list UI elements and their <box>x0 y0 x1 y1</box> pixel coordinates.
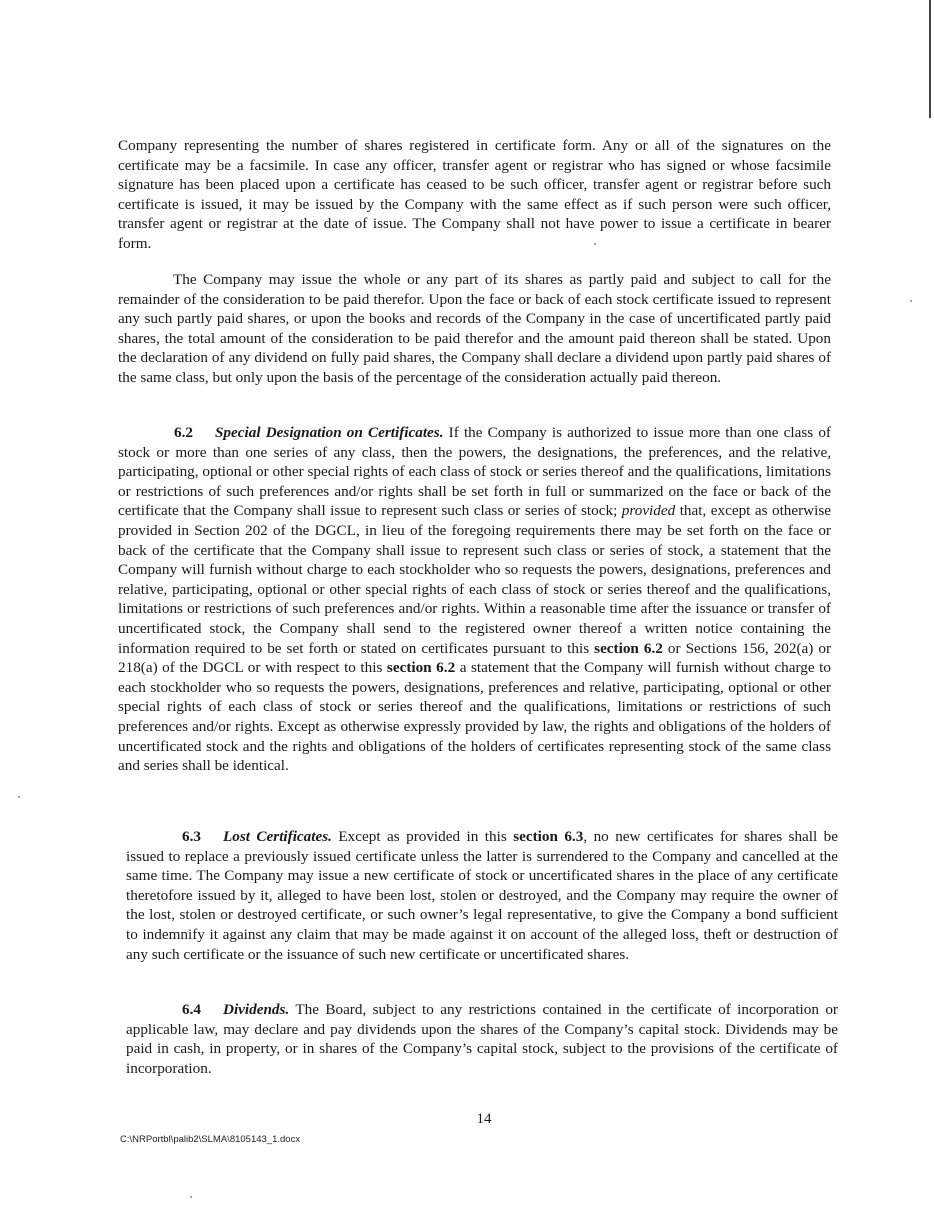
section-title: Lost Certificates. <box>222 828 332 845</box>
section-text: that, except as otherwise provided in Section 202 of the DGCL, in lieu of the foregoing requirements there may be set forth on the face or back of the certificate that the Company shall issue to represent such class or series of stock, a statement that the Company will furnish without charge to each stockholder who so requests the powers, designations, preferences and relative, participating, optional or other special rights of each class of stock or series thereof and the qualifications, limitations or restrictions of such preferences and/or rights. Within a reasonable time after the issuance or transfer of uncertificated stock, the Company shall send to the registered owner thereof a written notice containing the information required to be set forth or stated on certificates pursuant to this <box>118 502 832 657</box>
section-number: 6.3 <box>182 828 201 845</box>
section-6-2 <box>118 423 831 776</box>
section-text: , no new certificates for shares shall be issued to replace a previously issued certificate unless the latter is surrendered to the Company and cancelled at the same time. The Company may issue a new certificate of stock or uncertificated shares in the place of any certificate theretofore issued by it, alleged to have been lost, stolen or destroyed, and the Company may require the owner of the lost, stolen or destroyed certificate, or such owner’s legal representative, to give the Company a bond sufficient to indemnify it against any claim that may be made against it on account of the alleged loss, theft or destruction of any such certificate or the issuance of such new certificate or uncertificated shares. <box>126 828 839 963</box>
section-text: If the Company is authorized to issue more than one class of stock or more than one series of any class, then the powers, the designations, the preferences, and the relative, participating, optional or other special rights of each class of stock or series thereof and the qualifications, limitations or restrictions of such preferences and/or rights shall be set forth in full or summarized on the face or back of the certificate that the Company shall issue to represent such class or series of stock; <box>118 424 831 520</box>
provided-term: provided <box>621 502 676 520</box>
footer-file-path: C:\NRPortbl\palib2\SLMA\8105143_1.docx <box>120 1134 301 1145</box>
paragraph-certificate-signatures <box>118 136 831 254</box>
paragraph-text: The Company may issue the whole or any part of its shares as partly paid and subject to call for the remainder of the consideration to be paid therefor. Upon the face or back of each stock certificate issued to represent any such partly paid shares, or upon the books and records of the Company in the case of uncertificated partly paid shares, the total amount of the consideration to be paid therefor and the amount paid thereon shall be stated. Upon the declaration of any dividend on fully paid shares, the Company shall declare a dividend upon partly paid shares of the same class, but only upon the basis of the percentage of the consideration actually paid thereon. <box>118 271 831 386</box>
paragraph-partly-paid-shares <box>118 270 831 388</box>
scan-speck <box>594 243 596 245</box>
section-6-3 <box>126 827 838 964</box>
section-text: or Sections 156, 202(a) or 218(a) of the DGCL or with respect to this <box>118 639 832 677</box>
section-text: a statement that the Company will furnish without charge to each stockholder who so requests the powers, designations, preferences and relative, participating, optional or other special rights of each class of stock or series thereof and the qualifications, limitations or restrictions of such preferences and/or rights. Except as otherwise expressly provided by law, the rights and obligations of the holders of uncertificated stock and the rights and obligations of the holders of certificates representing stock of the same class and series shall be identical. <box>118 659 831 775</box>
section-number: 6.2 <box>174 424 193 441</box>
section-number: 6.4 <box>182 1001 201 1018</box>
section-text: The Board, subject to any restrictions contained in the certificate of incorporation or applicable law, may declare and pay dividends upon the shares of the Company’s capital stock. Dividends may be paid in cash, in property, or in shares of the Company’s capital stock, subject to the provisions of the certificate of incorporation. <box>126 1001 838 1077</box>
section-title: Special Designation on Certificates. <box>214 424 444 441</box>
page-number: 14 <box>476 1111 492 1127</box>
scan-speck <box>190 1196 192 1198</box>
section-text: Except as provided in this <box>338 828 507 845</box>
scan-speck <box>910 300 912 302</box>
section-6-4 <box>126 1000 838 1078</box>
scan-edge-line <box>929 0 931 118</box>
paragraph-text: Company representing the number of shares registered in certificate form. Any or all of the signatures on the certificate may be a facsimile. In case any officer, transfer agent or registrar who has signed or whose facsimile signature has been placed upon a certificate has ceased to be such officer, transfer agent or registrar before such certificate is issued, it may be issued by the Company with the same effect as if such person were such officer, transfer agent or registrar at the date of issue. The Company shall not have power to issue a certificate in bearer form. <box>118 137 831 252</box>
scan-speck <box>18 796 20 798</box>
section-reference: section 6.2 <box>594 639 663 657</box>
section-reference: section 6.3 <box>513 828 584 845</box>
section-title: Dividends. <box>222 1001 290 1018</box>
section-reference: section 6.2 <box>386 659 456 677</box>
